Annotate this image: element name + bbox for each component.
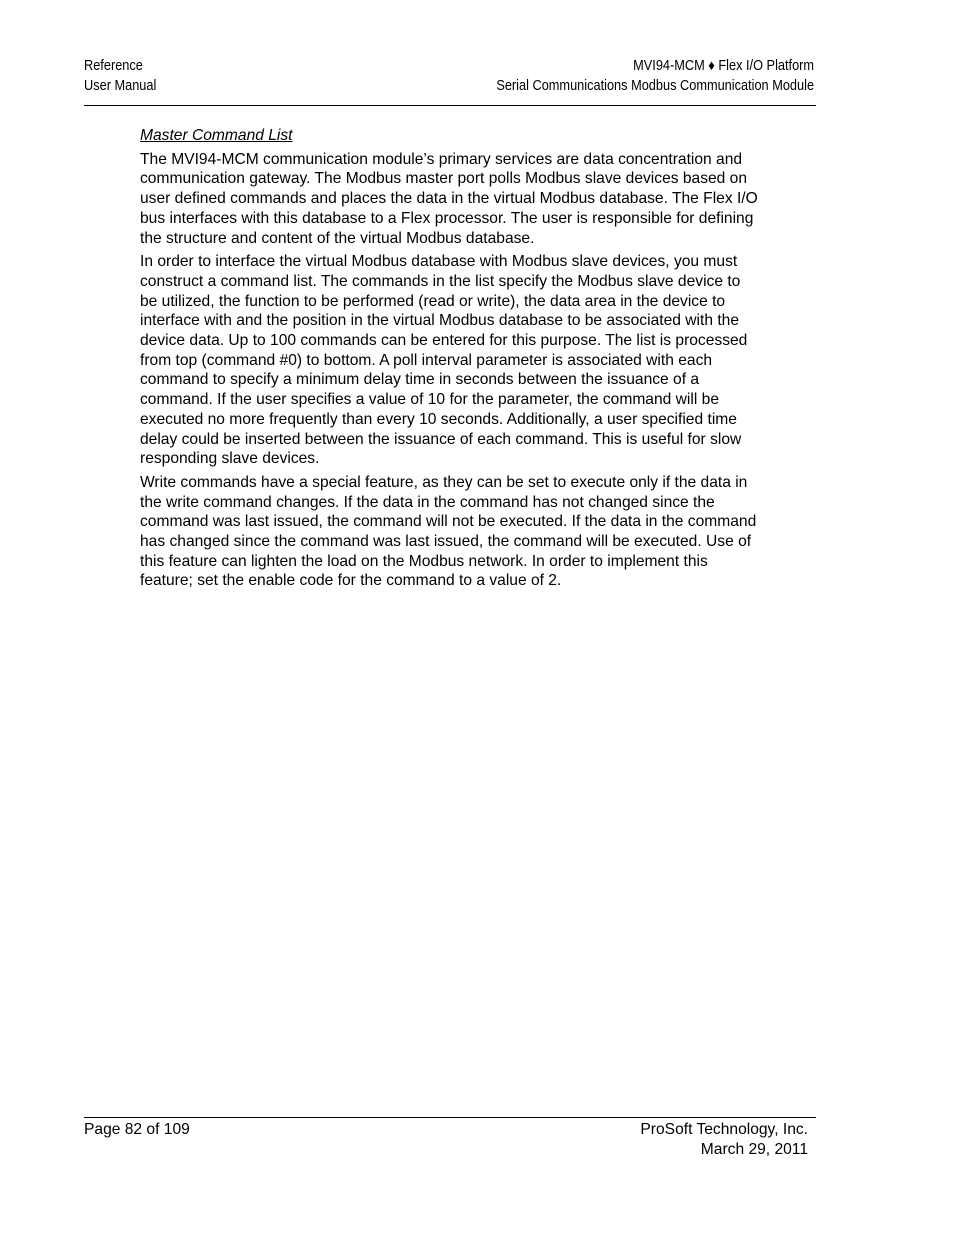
header-section-name: Reference: [84, 58, 143, 74]
header-product-description: Serial Communications Modbus Communication Module: [496, 77, 814, 94]
body-paragraph-3: Write commands have a special feature, as they can be set to execute only if the data in the write command changes. If the data in the command has not changed since the command was last issued, the command will not be executed. If the data in the command has changed since the command was last issued, the command will be executed. Use of this feature can lighten the load on the Modbus network. In order to implement this feature; set the enable code for the command to a value of 2.: [140, 473, 757, 590]
body-paragraph-1: The MVI94-MCM communication module’s primary services are data concentration and communication gateway. The Modbus master port polls Modbus slave devices based on user defined commands and places the data in the virtual Modbus database. The Flex I/O bus interfaces with this database to a Flex processor. The user is responsible for defining the structure and content of the virtual Modbus database.: [140, 150, 758, 247]
header-left: [84, 57, 156, 96]
main-content: [140, 126, 760, 595]
header-document-type: User Manual: [84, 77, 157, 94]
publication-date: March 29, 2011: [700, 1140, 808, 1158]
body-paragraph-2: In order to interface the virtual Modbus database with Modbus slave devices, you must construct a command list. The commands in the list specify the Modbus slave device to be utilized, the function to be performed (read or write), the data area in the device to interface with and the position in the virtual Modbus database to be associated with the device data. Up to 100 commands can be entered for this purpose. The list is processed from top (command #0) to bottom. A poll interval parameter is associated with each command to specify a minimum delay time in seconds between the issuance of a command. If the user specifies a value of 10 for the parameter, the command will be executed no more frequently than every 10 seconds. Additionally, a user specified time delay could be inserted between the issuance of each command. This is useful for slow responding slave devices.: [140, 253, 748, 468]
section-title: Master Command List: [140, 127, 293, 144]
header-right: [496, 57, 814, 96]
footer-divider: [84, 1117, 816, 1118]
header-divider: [84, 105, 816, 106]
header-product-name: MVI94-MCM ♦ Flex I/O Platform: [633, 58, 814, 74]
footer-right: [640, 1120, 808, 1159]
company-name: ProSoft Technology, Inc.: [640, 1121, 808, 1138]
page-number: Page 82 of 109: [84, 1121, 190, 1138]
